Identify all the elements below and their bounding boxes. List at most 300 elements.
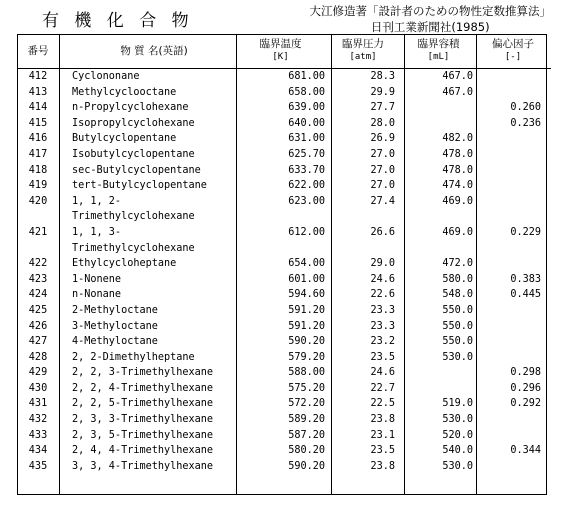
row-number [17,225,59,256]
row-critical-volume [404,225,485,256]
row-critical-volume [404,396,485,412]
row-number [17,178,59,194]
row-substance-name [59,131,236,147]
row-critical-pressure-text: 27.0 [370,180,395,192]
row-critical-volume-text: 478.0 [442,148,473,160]
row-critical-volume-text: 550.0 [442,320,473,332]
table-row [17,396,551,412]
row-critical-temperature-text: 590.20 [288,460,325,472]
row-substance-name-text: 4-Methyloctane [72,336,158,348]
row-acentric-factor [485,287,551,303]
row-substance-name [59,412,236,428]
row-acentric-factor [485,365,551,381]
row-critical-volume-text: 550.0 [442,336,473,348]
row-substance-name-text: sec-Butylcyclopentane [72,164,201,176]
row-number-text: 434 [28,445,48,457]
row-substance-name [59,365,236,381]
row-critical-pressure-text: 23.8 [370,414,395,426]
row-critical-pressure [331,147,404,163]
row-critical-volume-text: 478.0 [442,164,473,176]
table-body [17,69,551,475]
row-critical-volume [404,381,485,397]
row-substance-name-text: 2, 3, 3-Trimethylhexane [72,414,214,426]
row-critical-volume [404,85,485,101]
row-critical-temperature-text: 590.20 [288,336,325,348]
row-substance-name [59,381,236,397]
table-row [17,459,551,475]
row-substance-name-text: 2, 3, 5-Trimethylhexane [72,429,214,441]
row-substance-name-text: 2, 2, 4-Trimethylhexane [72,382,214,394]
row-critical-volume [404,256,485,272]
row-acentric-factor-text: 0.292 [510,398,541,410]
row-acentric-factor [485,225,551,256]
row-substance-name-text: Isobutylcyclopentane [72,148,195,160]
row-substance-name-text: Butylcyclopentane [72,133,177,145]
table-row [17,194,551,225]
row-acentric-factor [485,100,551,116]
row-critical-volume-text: 530.0 [442,414,473,426]
row-critical-pressure [331,303,404,319]
table-row [17,319,551,335]
row-critical-volume-text: 519.0 [442,398,473,410]
row-substance-name-text: Methylcyclooctane [72,86,177,98]
table-row [17,131,551,147]
row-critical-temperature [236,381,331,397]
column-divider [331,34,332,495]
row-acentric-factor-text: 0.445 [510,289,541,301]
row-critical-temperature [236,459,331,475]
row-critical-volume [404,194,485,225]
row-critical-temperature [236,256,331,272]
table-header-row [17,34,551,69]
row-critical-volume-text: 548.0 [442,289,473,301]
row-number [17,396,59,412]
row-critical-temperature [236,163,331,179]
row-critical-pressure [331,194,404,225]
row-acentric-factor [485,69,551,85]
table-row [17,147,551,163]
row-number [17,319,59,335]
row-critical-temperature-text: 601.00 [288,273,325,285]
table-row [17,178,551,194]
row-number [17,272,59,288]
row-critical-temperature-text: 625.70 [288,148,325,160]
header-critical-temperature [236,34,331,69]
row-critical-pressure [331,163,404,179]
row-critical-volume-text: 520.0 [442,429,473,441]
row-substance-name-text: 2, 4, 4-Trimethylhexane [72,445,214,457]
row-substance-name-text: 2, 2, 3-Trimethylhexane [72,367,214,379]
row-critical-temperature [236,116,331,132]
row-critical-temperature-text: 612.00 [288,226,325,238]
header-tc-label: 臨界温度 [259,38,302,50]
row-critical-temperature [236,350,331,366]
row-number [17,131,59,147]
row-critical-pressure [331,100,404,116]
row-critical-pressure-text: 27.7 [370,102,395,114]
row-critical-volume-text: 482.0 [442,133,473,145]
row-substance-name [59,256,236,272]
row-critical-temperature [236,225,331,256]
row-critical-temperature-text: 591.20 [288,304,325,316]
header-critical-volume [404,34,485,69]
row-number-text: 426 [28,320,48,332]
row-number [17,334,59,350]
row-critical-temperature-text: 580.20 [288,445,325,457]
row-substance-name [59,69,236,85]
table-row [17,225,551,256]
row-critical-temperature-text: 575.20 [288,382,325,394]
row-substance-name [59,396,236,412]
row-acentric-factor [485,381,551,397]
row-number [17,256,59,272]
row-critical-temperature [236,412,331,428]
row-substance-name [59,85,236,101]
row-substance-name-text: 2-Methyloctane [72,304,158,316]
row-critical-pressure-text: 23.8 [370,460,395,472]
row-number-text: 424 [28,289,48,301]
row-critical-pressure [331,412,404,428]
row-critical-pressure [331,131,404,147]
row-acentric-factor-text: 0.229 [510,226,541,238]
row-critical-pressure [331,225,404,256]
row-critical-volume [404,147,485,163]
row-number [17,287,59,303]
row-number [17,459,59,475]
row-acentric-factor-text: 0.260 [510,102,541,114]
row-substance-name [59,163,236,179]
row-acentric-factor [485,147,551,163]
column-divider [59,34,60,495]
row-acentric-factor [485,350,551,366]
row-critical-pressure [331,178,404,194]
row-number-text: 432 [28,414,48,426]
row-number-text: 435 [28,460,48,472]
row-number-text: 420 [28,195,48,207]
row-critical-temperature-text: 654.00 [288,258,325,270]
row-critical-volume-text: 472.0 [442,258,473,270]
critical-properties-table [17,34,551,474]
row-critical-temperature-text: 579.20 [288,351,325,363]
row-number-text: 417 [28,148,48,160]
header-critical-pressure [331,34,404,69]
row-number-text: 431 [28,398,48,410]
table-row [17,100,551,116]
row-acentric-factor [485,194,551,225]
row-critical-pressure [331,381,404,397]
row-acentric-factor-text: 0.383 [510,273,541,285]
table-row [17,303,551,319]
row-number [17,116,59,132]
row-critical-temperature [236,319,331,335]
row-substance-name-continuation: Trimethylcyclohexane [72,211,195,223]
table-row [17,69,551,85]
row-acentric-factor [485,334,551,350]
row-number-text: 416 [28,133,48,145]
row-number-text: 419 [28,180,48,192]
row-critical-temperature-text: 572.20 [288,398,325,410]
row-critical-pressure [331,85,404,101]
row-number [17,85,59,101]
row-critical-volume [404,287,485,303]
row-critical-temperature [236,443,331,459]
row-acentric-factor [485,443,551,459]
row-critical-temperature [236,272,331,288]
table-row [17,412,551,428]
row-critical-temperature [236,396,331,412]
page-title: 有 機 化 合 物 [42,11,194,31]
row-critical-volume [404,443,485,459]
row-substance-name-text: tert-Butylcyclopentane [72,180,207,192]
row-critical-pressure-text: 27.0 [370,164,395,176]
row-acentric-factor [485,428,551,444]
row-critical-pressure [331,443,404,459]
table-row [17,287,551,303]
row-substance-name-text: 1, 1, 3- [72,226,122,238]
header-number: 番号 [17,34,59,69]
row-acentric-factor [485,459,551,475]
table-row [17,443,551,459]
row-substance-name-continuation: Trimethylcyclohexane [72,242,195,254]
row-substance-name [59,350,236,366]
row-number-text: 414 [28,102,48,114]
header-pc-unit: [atm] [349,52,377,62]
row-critical-volume [404,459,485,475]
row-critical-volume-text: 469.0 [442,226,473,238]
row-number [17,350,59,366]
row-number-text: 412 [28,71,48,82]
row-substance-name-text: n-Propylcyclohexane [72,102,189,114]
row-substance-name-text: 2, 2, 5-Trimethylhexane [72,398,214,410]
header-acentric-factor [485,34,551,69]
header-vc-label: 臨界容積 [417,38,460,50]
row-acentric-factor [485,178,551,194]
row-critical-volume [404,303,485,319]
row-critical-pressure [331,69,404,85]
row-critical-pressure [331,459,404,475]
row-critical-pressure [331,287,404,303]
row-critical-pressure [331,365,404,381]
row-critical-volume-text: 467.0 [442,71,473,82]
row-critical-temperature [236,428,331,444]
row-number [17,194,59,225]
table-row [17,163,551,179]
row-critical-temperature-text: 658.00 [288,86,325,98]
row-acentric-factor [485,303,551,319]
row-substance-name-text: 3-Methyloctane [72,320,158,332]
row-critical-pressure [331,319,404,335]
row-number-text: 429 [28,367,48,379]
row-critical-pressure-text: 29.0 [370,258,395,270]
row-critical-volume-text: 540.0 [442,445,473,457]
row-critical-pressure-text: 27.4 [370,195,395,207]
row-critical-volume-text: 550.0 [442,304,473,316]
row-number [17,443,59,459]
row-critical-pressure-text: 26.9 [370,133,395,145]
row-critical-volume [404,163,485,179]
row-substance-name [59,334,236,350]
row-critical-temperature [236,147,331,163]
row-acentric-factor [485,412,551,428]
row-critical-temperature-text: 589.20 [288,414,325,426]
row-critical-temperature-text: 588.00 [288,367,325,379]
table-row [17,334,551,350]
row-substance-name-text: 1-Nonene [72,273,122,285]
header-name: 物 質 名(英語) [59,34,236,69]
row-critical-temperature-text: 594.60 [288,289,325,301]
row-number-text: 427 [28,336,48,348]
row-substance-name-text: Isopropylcyclohexane [72,117,195,129]
row-critical-pressure-text: 23.3 [370,304,395,316]
row-number-text: 423 [28,273,48,285]
column-divider [476,34,477,495]
row-number-text: 425 [28,304,48,316]
row-number [17,365,59,381]
row-critical-volume [404,334,485,350]
row-critical-pressure-text: 26.6 [370,226,395,238]
table-row [17,256,551,272]
row-critical-pressure-text: 27.0 [370,148,395,160]
row-substance-name [59,443,236,459]
row-acentric-factor [485,272,551,288]
row-critical-pressure-text: 22.7 [370,382,395,394]
row-critical-temperature [236,85,331,101]
row-critical-volume [404,350,485,366]
row-critical-temperature [236,365,331,381]
row-number-text: 433 [28,429,48,441]
row-substance-name-text: Ethylcycloheptane [72,258,177,270]
row-number-text: 418 [28,164,48,176]
table-row [17,85,551,101]
row-critical-temperature [236,69,331,85]
row-acentric-factor [485,256,551,272]
source-line-1: 大江修造著「設計者のための物性定数推算法」 [309,4,551,18]
row-critical-pressure-text: 24.6 [370,367,395,379]
header-w-label: 偏心因子 [492,38,534,50]
row-substance-name [59,428,236,444]
row-acentric-factor-text: 0.344 [510,445,541,457]
row-acentric-factor-text: 0.296 [510,382,541,394]
row-critical-pressure-text: 23.2 [370,336,395,348]
row-substance-name [59,100,236,116]
header-tc-unit: [K] [272,52,289,62]
row-critical-volume [404,116,485,132]
row-critical-temperature [236,100,331,116]
row-critical-volume [404,365,485,381]
row-critical-volume [404,428,485,444]
row-critical-volume [404,100,485,116]
row-critical-temperature-text: 681.00 [288,71,325,82]
row-acentric-factor [485,131,551,147]
table-row [17,272,551,288]
row-substance-name [59,272,236,288]
row-acentric-factor [485,319,551,335]
row-critical-temperature-text: 640.00 [288,117,325,129]
row-critical-volume [404,131,485,147]
row-substance-name [59,116,236,132]
row-substance-name [59,303,236,319]
row-number [17,147,59,163]
row-number [17,69,59,85]
header-w-unit: [-] [504,52,522,62]
source-line-2: 日刊工業新聞社(1985) [370,20,490,34]
table-row [17,381,551,397]
row-number [17,163,59,179]
row-critical-volume-text: 530.0 [442,351,473,363]
row-number-text: 421 [28,226,48,238]
row-substance-name [59,287,236,303]
column-divider [236,34,237,495]
row-critical-temperature [236,334,331,350]
table-row [17,428,551,444]
row-number-text: 413 [28,86,48,98]
row-critical-volume [404,412,485,428]
row-acentric-factor [485,85,551,101]
row-critical-temperature-text: 587.20 [288,429,325,441]
row-acentric-factor [485,116,551,132]
row-number [17,412,59,428]
row-number-text: 415 [28,117,48,129]
row-acentric-factor-text: 0.298 [510,367,541,379]
row-substance-name [59,147,236,163]
row-acentric-factor-text: 0.236 [510,117,541,129]
row-critical-pressure-text: 23.5 [370,445,395,457]
row-substance-name-text: 3, 3, 4-Trimethylhexane [72,460,214,472]
row-number [17,303,59,319]
row-number-text: 428 [28,351,48,363]
row-critical-volume [404,69,485,85]
table-row [17,365,551,381]
row-critical-temperature [236,303,331,319]
row-critical-pressure-text: 22.5 [370,398,395,410]
row-critical-volume [404,272,485,288]
row-number [17,428,59,444]
row-critical-pressure-text: 28.0 [370,117,395,129]
row-substance-name [59,194,236,225]
row-critical-temperature-text: 622.00 [288,180,325,192]
row-substance-name-text: 2, 2-Dimethylheptane [72,351,195,363]
row-critical-temperature [236,131,331,147]
row-critical-pressure [331,350,404,366]
row-critical-temperature [236,194,331,225]
row-critical-volume-text: 474.0 [442,180,473,192]
row-critical-pressure [331,334,404,350]
row-substance-name-text: 1, 1, 2- [72,195,122,207]
row-critical-pressure [331,256,404,272]
row-substance-name-text: n-Nonane [72,289,122,301]
row-critical-volume-text: 467.0 [442,86,473,98]
row-substance-name [59,319,236,335]
row-critical-volume [404,319,485,335]
row-critical-temperature-text: 591.20 [288,320,325,332]
row-acentric-factor [485,163,551,179]
row-critical-pressure-text: 29.9 [370,86,395,98]
table-row [17,116,551,132]
row-substance-name [59,225,236,256]
row-critical-volume-text: 530.0 [442,460,473,472]
row-critical-volume [404,178,485,194]
header-pc-label: 臨界圧力 [342,38,384,50]
header-vc-unit: [mL] [427,52,450,62]
row-substance-name-text: Cyclononane [72,71,140,82]
row-number [17,100,59,116]
row-number-text: 430 [28,382,48,394]
row-critical-pressure [331,272,404,288]
source-citation [310,3,552,35]
row-critical-temperature-text: 623.00 [288,195,325,207]
row-critical-pressure-text: 23.3 [370,320,395,332]
row-critical-pressure-text: 23.1 [370,429,395,441]
